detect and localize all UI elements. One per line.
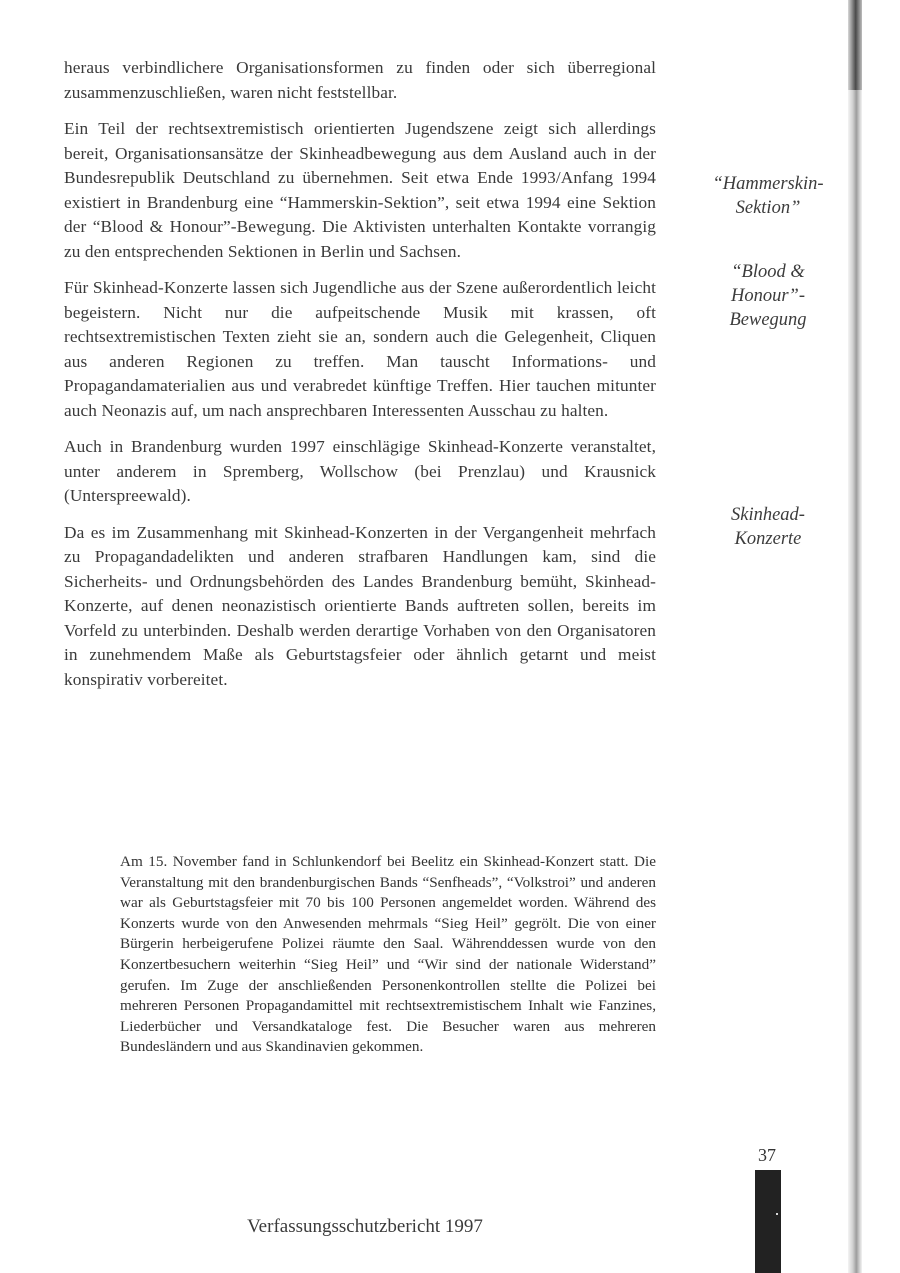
margin-note-hammerskin: “Hammerskin-Sektion”: [712, 174, 824, 218]
paragraph-hammerskin: Ein Teil der rechtsextremistisch orientierten Jugendszene zeigt sich allerdings bereit, Organisationsansätze der Skinheadbewegung aus dem Ausland auch in der Bundesrepublik Deutschland zu übernehmen. Seit etwa Ende 1993/Anfang 1994 existiert in Brandenburg eine “Hammerskin-Sektion”, seit etwa 1994 eine Sektion der “Blood & Honour”-Bewegung. Die Aktivisten unterhalten Kontakte vorrangig zu den entsprechenden Sektionen in Berlin und Sachsen.: [64, 119, 656, 261]
page-binding-edge: [848, 0, 862, 1273]
page-footer: Verfassungsschutzbericht 1997: [247, 1216, 483, 1237]
paragraph-brandenburg-concerts: Auch in Brandenburg wurden 1997 einschlägige Skinhead-Konzerte veranstaltet, unter anderem in Spremberg, Wollschow (bei Prenzlau) und Krausnick (Unterspreewald).: [64, 437, 656, 505]
concert-report-text: Am 15. November fand in Schlunkendorf bei Beelitz ein Skinhead-Konzert statt. Die Veranstaltung mit den brandenburgischen Bands “Senfheads”, “Volkstroi” und anderen war als Geburtstagsfeier mit 70 bis 100 Personen angemeldet worden. Während des Konzerts wurde von den Anwesenden mehrmals “Sieg Heil” gegrölt. Die von einer Bürgerin herbeigerufene Polizei räumte den Saal. Währenddessen wurde von den Konzertbesuchern weiterhin “Sieg Heil” und “Wir sind der nationale Widerstand” gerufen. Im Zuge der anschließenden Personenkontrollen stellte die Polizei bei mehreren Personen Propagandamittel mit rechtsextremistischem Inhalt wie Fanzines, Liederbücher und Versandkataloge fest. Die Besucher waren aus mehreren Bundesländern und aus Skandinavien gekommen.: [120, 853, 656, 1056]
page-number: 37: [758, 1145, 776, 1165]
paragraph-concerts: Für Skinhead-Konzerte lassen sich Jugendliche aus der Szene außerordentlich leicht begeistern. Nicht nur die aufpeitschende Musik mit krassen, oft rechtsextremistischen Texten zieht sie an, sondern auch die Gelegenheit, Cliquen aus anderen Regionen zu treffen. Man tauscht Informations- und Propagandamaterialien aus und verabredet künftige Treffen. Hier tauchen mitunter auch Neonazis auf, um nach ansprechbaren Interessenten Ausschau zu halten.: [64, 278, 656, 420]
page-binding-shadow: [848, 0, 862, 90]
paragraph-intro: heraus verbindlichere Organisationsformen zu finden oder sich überregional zusammenzuschließen, waren nicht feststellbar.: [64, 58, 656, 102]
paragraph-authorities: Da es im Zusammenhang mit Skinhead-Konzerten in der Vergangenheit mehrfach zu Propagandadelikten und anderen strafbaren Handlungen kam, sind die Sicherheits- und Ordnungsbehörden des Landes Brandenburg bemüht, Skinhead-Konzerte, auf denen neonazistisch orientierte Bands auftreten sollen, bereits im Vorfeld zu unterbinden. Deshalb werden derartige Vorhaben von den Organisatoren in zunehmendem Maße als Geburtstagsfeier oder ähnlich getarnt und meist konspirativ vorbereitet.: [64, 522, 656, 689]
thumb-tab-mark: [776, 1213, 778, 1215]
main-text-column: [64, 56, 656, 704]
margin-note-skinhead-konzerte: Skinhead-Konzerte: [731, 505, 805, 549]
thumb-index-tab: [755, 1170, 781, 1273]
concert-report-box: [120, 852, 656, 1058]
margin-note-blood-honour: “Blood & Honour”-Bewegung: [729, 262, 807, 330]
